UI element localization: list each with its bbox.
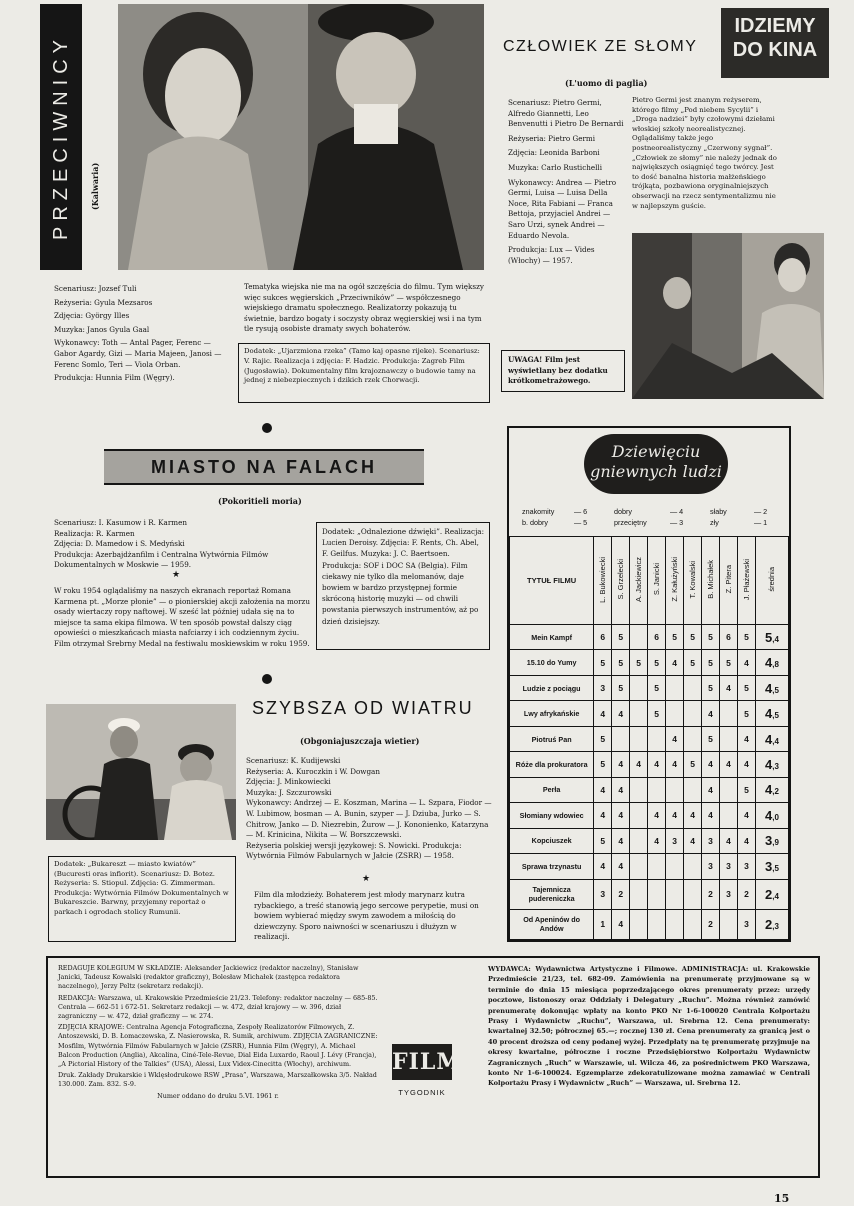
critic-header xyxy=(720,537,738,625)
legend-label: słaby xyxy=(710,507,727,516)
film-logo-sub: TYGODNIK xyxy=(398,1088,446,1097)
score-cell: 3 xyxy=(594,879,612,909)
editorial-line: REDAKCJA: Warszawa, ul. Krakowskie Przedmieście 21/23. Telefony: redaktor naczelny — 685-85. Centrala — 662-51 i 672-51. Sekretarz redakcji — w. 472, dział krajowy — w. 396, dział zagraniczny — w. 472, dział graficzny — w. 274. xyxy=(58,993,378,1021)
score-cell: 5 xyxy=(738,675,756,700)
table-row xyxy=(510,650,789,675)
czlowiek-description: Pietro Germi jest znanym reżyserem, którego filmy „Pod niebem Sycylii” i „Droga nadziei” były czołowymi dziełami włoskiej szkoły neorealistycznej. Oglądaliśmy także jego postneorealistyczny „Czerwony sygnał”. „Człowiek ze słomy” nie należy jednak do największych osiągnięć tego twórcy. Jest to dość banalna historia małżeńskiego trójkąta, pozbawiona oryginalniejszych obserwacji na rzecz sentymentalizmu nie w najlepszym guście. xyxy=(632,96,777,210)
editorial-line: ZDJĘCIA KRAJOWE: Centralna Agencja Fotograficzna, Zespoły Realizatorów Filmowych, Z. Antoszewski, D. B. Łomaczewska, Z. Nasierowska, R. Sumik, archiwum. ZDJĘCIA ZAGRANICZNE: Mosfilm, Wytwórnia Filmów Fabularnych w Jałcie (ZSRR), Hunnia Film (Węgry), A. Michael Balcon Production (Anglia), Akcalina, Ciné-Tele-Revue, Dial Eida Luxardo, Raoul J. Lévy (Francja), „A Pictorial History of the Talkies” (USA), Alessi, Lux Videx-Cinecitta (Włochy), archiwum. xyxy=(58,1023,378,1069)
score-cell: 4 xyxy=(738,752,756,777)
average-integer: 4 xyxy=(765,706,773,722)
score-cell: 4 xyxy=(594,777,612,802)
average-integer: 2 xyxy=(765,916,773,932)
average-decimal: ,0 xyxy=(772,812,779,822)
score-cell: 4 xyxy=(648,828,666,853)
score-cell: 6 xyxy=(594,625,612,650)
critic-header xyxy=(630,537,648,625)
credit-line: Wykonawcy: Toth — Antal Pager, Ferenc — Gabor Agardy, Gizi — Maria Majeen, Janosi — Ferenc Somlo, Teri — Viola Orban. xyxy=(54,338,222,369)
score-cell: 3 xyxy=(702,854,720,879)
przeciwnicy-description: Tematyka wiejska nie ma na ogół szczęścia do filmu. Tym większy więc sukces węgierskich „Przeciwników” — współczesnego wiejskiego dramatu społecznego. Realizatorzy pokazują tu świetnie, bardzo bogaty i soczysty obraz węgierskiej wsi i na tym tle rysują osobiste dramaty swych bohaterów. xyxy=(244,282,484,334)
score-cell: 4 xyxy=(666,752,684,777)
critic-name: S. Grzelecki xyxy=(616,559,626,600)
critic-name: S. Janicki xyxy=(652,563,662,596)
critic-name: Z. Pitera xyxy=(724,565,734,594)
score-cell: 4 xyxy=(738,726,756,751)
szybsza-original: (Obgoniajuszczaja wietier) xyxy=(300,736,420,746)
ratings-title xyxy=(584,434,728,494)
score-cell: 4 xyxy=(666,726,684,751)
star-divider: ★ xyxy=(172,570,181,580)
average-integer: 4 xyxy=(765,782,773,798)
score-cell xyxy=(648,777,666,802)
score-cell: 5 xyxy=(702,650,720,675)
average-integer: 4 xyxy=(765,655,773,671)
score-cell: 5 xyxy=(702,625,720,650)
score-cell: 4 xyxy=(720,675,738,700)
szybsza-addon: Dodatek: „Bukareszt — miasto kwiatów” (Bucuresti oras infiorit). Scenariusz: D. Botez. Reżyseria: S. Stiopul. Zdjęcia: G. Zimmerman. Produkcja: Wytwórnia Filmów Dokumentalnych w Bukareszcie. Barwny, przyjemny reportaż o parkach i ogrodach stolicy Rumunii. xyxy=(48,856,236,942)
szybsza-description: Film dla młodzieży. Bohaterem jest młody marynarz kutra rybackiego, a treść stanowią jego sercowe perypetie, musi on bowiem wybierać między swym zawodem a miłością do dziewczyny. Sporo naiwności w scenariuszu i dłużyzn w realizacji. xyxy=(254,890,479,942)
score-cell xyxy=(630,909,648,939)
table-row xyxy=(510,879,789,909)
score-cell: 4 xyxy=(684,803,702,828)
credit-line: Scenariusz: Jozsef Tuli xyxy=(54,284,137,293)
legend-label: przeciętny xyxy=(614,518,647,527)
footer-publisher: WYDAWCA: Wydawnictwa Artystyczne i Filmowe. ADMINISTRACJA: ul. Krakowskie Przedmieście 21/23, tel. 682-09. Zamówienia na prenumeratę przyjmowane są w terminie do dnia 15 miesiąca poprzedzającego okres prenumeraty przez: urzędy pocztowe, listonoszy oraz Oddziały i Delegatury „Ruchu”. Można również zamówić prenumeratę dokonując wpłaty na konto PKO Nr 1-6-100020 Centrala Kolportażu Prasy i Wydawnictw „Ruchu”, Warszawa, ul. Srebrna 12. Cena prenumeraty: kwartalnej 32.50; półrocznej 65.—; rocznej 130 zł. Cena prenumeraty za granicą jest o 40 procent droższa od ceny podanej wyżej. Przedpłaty na tę prenumeratę przyjmuje na okresy kwartalne, półroczne i roczne Przedsiębiorstwo Kolportażu Wydawnictw Zagranicznych „Ruch” w Warszawie, ul. Wilcza 46, za pośrednictwem PKO Warszawa, konto Nr 1-6-100024. Egzemplarze zdekoratulizowane można zamawiać w Centrali Kolportażu Prasy i Wydawnictw „Ruch” — Warszawa, ul. Srebrna 12. xyxy=(488,965,810,1088)
czlowiek-original: (L'uomo di paglia) xyxy=(565,78,648,88)
score-cell: 5 xyxy=(666,625,684,650)
average-decimal: ,5 xyxy=(772,685,779,695)
avg-header xyxy=(755,537,788,625)
score-cell: 5 xyxy=(702,675,720,700)
average-integer: 4 xyxy=(765,731,773,747)
score-cell xyxy=(720,726,738,751)
score-cell: 4 xyxy=(648,803,666,828)
score-cell: 5 xyxy=(594,650,612,675)
score-cell xyxy=(630,777,648,802)
score-cell: 4 xyxy=(666,803,684,828)
score-cell: 5 xyxy=(720,650,738,675)
score-cell xyxy=(648,726,666,751)
table-row xyxy=(510,701,789,726)
credit-line: Muzyka: J. Szczurowski xyxy=(246,787,332,797)
credit-line: Zdjęcia: György Illes xyxy=(54,311,130,321)
szybsza-title: SZYBSZA OD WIATRU xyxy=(252,698,474,718)
score-cell: 4 xyxy=(738,803,756,828)
average-cell xyxy=(755,777,788,802)
credit-line: Muzyka: Janos Gyula Gaal xyxy=(54,324,150,334)
score-cell: 1 xyxy=(594,909,612,939)
score-cell xyxy=(720,701,738,726)
credit-line: Reżyseria polskiej wersji językowej: S. Nowicki. Produkcja: Wytwórnia Filmów Fabularnych w Jałcie (ZSRR) — 1958. xyxy=(246,840,462,861)
film-title-cell: Od Apeninów do Andów xyxy=(510,909,594,939)
score-cell: 5 xyxy=(702,726,720,751)
legend-label: znakomity xyxy=(522,507,555,516)
average-integer: 3 xyxy=(765,833,773,849)
editorial-line: Numer oddano do druku 5.VI. 1961 r. xyxy=(157,1091,279,1100)
credit-line: Produkcja: Azerbajdżanfilm i Centralna Wytwórnia Filmów Dokumentalnych w Moskwie — 1959. xyxy=(54,549,269,570)
score-cell: 3 xyxy=(738,909,756,939)
ratings-table xyxy=(509,536,789,940)
average-decimal: ,4 xyxy=(772,891,779,901)
score-cell: 4 xyxy=(612,854,630,879)
critic-header xyxy=(666,537,684,625)
film-logo: FILM xyxy=(392,1044,452,1080)
score-cell: 6 xyxy=(720,625,738,650)
score-cell: 4 xyxy=(612,803,630,828)
score-cell xyxy=(666,675,684,700)
score-cell xyxy=(684,777,702,802)
table-row xyxy=(510,625,789,650)
score-cell: 4 xyxy=(666,650,684,675)
score-cell: 4 xyxy=(630,752,648,777)
critic-name: Z. Kałużyński xyxy=(670,557,680,602)
score-cell xyxy=(630,828,648,853)
sidebar-title: PRZECIWNICY xyxy=(50,34,72,240)
page-number: 15 xyxy=(774,1192,790,1205)
score-cell: 5 xyxy=(594,752,612,777)
critic-header xyxy=(684,537,702,625)
critic-header xyxy=(594,537,612,625)
film-title-cell: Ludzie z pociągu xyxy=(510,675,594,700)
score-cell xyxy=(684,701,702,726)
score-cell: 4 xyxy=(612,777,630,802)
score-cell xyxy=(630,803,648,828)
score-cell: 4 xyxy=(702,701,720,726)
average-decimal: ,3 xyxy=(772,761,779,771)
score-cell: 3 xyxy=(738,854,756,879)
film-col-header: TYTUŁ FILMU xyxy=(510,537,594,625)
ratings-title-line: gniewnych ludzi xyxy=(590,462,722,481)
score-cell xyxy=(684,879,702,909)
critic-header xyxy=(612,537,630,625)
score-cell: 4 xyxy=(612,701,630,726)
score-cell xyxy=(648,879,666,909)
legend-value: — 4 xyxy=(670,507,684,516)
table-row xyxy=(510,803,789,828)
credit-line: Produkcja: Lux — Vides (Włochy) — 1957. xyxy=(508,245,595,265)
average-cell xyxy=(755,803,788,828)
przeciwnicy-credits xyxy=(54,284,234,384)
critic-header xyxy=(648,537,666,625)
czlowiek-title: CZŁOWIEK ZE SŁOMY xyxy=(503,38,698,55)
score-cell: 4 xyxy=(594,854,612,879)
credit-line: Produkcja: Hunnia Film (Węgry). xyxy=(54,373,175,383)
score-cell: 3 xyxy=(720,879,738,909)
credit-line: Reżyseria: A. Kuroczkin i W. Dowgan xyxy=(246,766,380,776)
table-row xyxy=(510,777,789,802)
film-title-cell: Tajemnicza pudereniczka xyxy=(510,879,594,909)
credit-line: Reżyseria: Gyula Mezsaros xyxy=(54,297,153,307)
average-cell xyxy=(755,675,788,700)
score-cell xyxy=(684,909,702,939)
legend-row xyxy=(522,517,784,528)
average-decimal: ,5 xyxy=(772,711,779,721)
critic-name: L. Bukowiecki xyxy=(598,556,608,603)
bullet xyxy=(262,423,272,433)
score-cell: 5 xyxy=(648,701,666,726)
miasto-credits xyxy=(54,518,310,571)
photo-przeciwnicy xyxy=(118,4,484,270)
film-title-cell: Perła xyxy=(510,777,594,802)
score-cell: 4 xyxy=(702,777,720,802)
miasto-original: (Pokoritieli moria) xyxy=(218,496,302,506)
przeciwnicy-addon: Dodatek: „Ujarzmiona rzeka” (Tamo kaj opasne rijeke). Scenariusz: V. Rajic. Realizacja i zdjęcia: F. Hadzic. Produkcja: Zagreb Film (Jugosławia). Dokumentalny film krajoznawczy o budowie tamy na jednej z niebezpiecznych i dzikich rzek Chorwacji. xyxy=(238,343,490,403)
credit-line: Scenariusz: K. Kudijewski xyxy=(246,756,341,765)
critic-name: A. Jackiewicz xyxy=(634,556,644,602)
score-cell xyxy=(684,854,702,879)
average-cell xyxy=(755,909,788,939)
badge-line: DO KINA xyxy=(732,39,818,61)
table-row xyxy=(510,854,789,879)
average-cell xyxy=(755,701,788,726)
film-title-cell: Słomiany wdowiec xyxy=(510,803,594,828)
critic-header xyxy=(738,537,756,625)
credit-line: Realizacja: R. Karmen xyxy=(54,528,135,538)
score-cell xyxy=(666,879,684,909)
score-cell: 5 xyxy=(594,726,612,751)
score-cell xyxy=(720,909,738,939)
score-cell: 2 xyxy=(612,879,630,909)
score-cell: 2 xyxy=(738,879,756,909)
credit-line: Wykonawcy: Andrea — Pietro Germi, Luisa — Luisa Della Noce, Rita Fabiani — Franca Bettoja, przyjaciel Andrei — Saro Urzi, synek Andrei — Eduardo Nevola. xyxy=(508,177,617,240)
ratings-header-row xyxy=(510,537,789,625)
ratings-table-wrap xyxy=(509,536,789,940)
score-cell xyxy=(666,701,684,726)
editorial-line: REDAGUJE KOLEGIUM W SKŁADZIE: Aleksander Jackiewicz (redaktor naczelny), Stanisław Janicki, Tadeusz Kowalski (redaktor graficzny), Bolesław Michałek (zastępca redaktora naczelnego), Jerzy Peltz (sekretarz redakcji). xyxy=(58,964,359,991)
critic-name: T. Kowalski xyxy=(688,560,698,599)
score-cell xyxy=(648,854,666,879)
score-cell: 5 xyxy=(612,625,630,650)
legend-row xyxy=(522,506,784,517)
score-cell xyxy=(630,854,648,879)
score-cell: 5 xyxy=(738,777,756,802)
average-cell xyxy=(755,879,788,909)
score-cell: 3 xyxy=(702,828,720,853)
szybsza-credits xyxy=(246,756,492,862)
score-cell: 6 xyxy=(648,625,666,650)
average-cell xyxy=(755,828,788,853)
table-row xyxy=(510,752,789,777)
score-cell xyxy=(666,777,684,802)
legend-value: — 5 xyxy=(574,518,588,527)
idziemy-badge xyxy=(721,8,829,78)
table-row xyxy=(510,675,789,700)
score-cell: 2 xyxy=(702,909,720,939)
critic-name: J. Płażewski xyxy=(741,558,751,601)
score-cell: 4 xyxy=(612,909,630,939)
score-cell: 2 xyxy=(702,879,720,909)
score-cell: 4 xyxy=(702,752,720,777)
average-integer: 3 xyxy=(765,858,773,874)
czlowiek-credits xyxy=(508,98,626,266)
score-cell xyxy=(720,803,738,828)
score-cell: 4 xyxy=(612,828,630,853)
average-integer: 4 xyxy=(765,680,773,696)
score-cell xyxy=(684,726,702,751)
score-cell: 5 xyxy=(612,650,630,675)
score-cell: 5 xyxy=(738,701,756,726)
critic-name: B. Michałek xyxy=(706,560,716,599)
legend-value: — 1 xyxy=(754,518,768,527)
score-cell: 5 xyxy=(594,828,612,853)
credit-line: Wykonawcy: Andrzej — E. Koszman, Marina — L. Szpara, Fiodor — W. Lubimow, bosman — A. Bunin, szyper — J. Dziuba, Jurko — S. Chitrow, Janko — D. Niezrebin, Żurow — J. Kononienko, Katarzyna — M. Krinicina, Nikita — W. Borszczewski. xyxy=(246,798,492,840)
score-cell xyxy=(630,625,648,650)
score-cell: 4 xyxy=(738,828,756,853)
average-decimal: ,5 xyxy=(772,863,779,873)
average-decimal: ,2 xyxy=(772,787,779,797)
star-divider: ★ xyxy=(362,874,371,884)
film-title-cell: Lwy afrykańskie xyxy=(510,701,594,726)
average-cell xyxy=(755,650,788,675)
credit-line: Reżyseria: Pietro Germi xyxy=(508,133,596,143)
miasto-description: W roku 1954 oglądaliśmy na naszych ekranach reportaż Romana Karmena pt. „Morze płonie” — o pionierskiej akcji założenia na morzu osady wiertaczy ropy naftowej. W sześć lat później udała się na to miejsce ta sama ekipa filmowa. W ten sposób powstał dalszy ciąg opowieści o mieszkańcach miasta nafciarzy i ich codziennym życiu. Film otrzymał Srebrny Medal na festiwalu moskiewskim w roku 1959. xyxy=(54,586,310,648)
footer-editorial xyxy=(58,964,378,1101)
score-cell: 5 xyxy=(648,675,666,700)
score-cell: 5 xyxy=(612,675,630,700)
czlowiek-notice: UWAGA! Film jest wyświetlany bez dodatku krótkometrażowego. xyxy=(501,350,625,392)
score-cell: 4 xyxy=(684,828,702,853)
badge-line: IDZIEMY xyxy=(734,15,816,37)
table-row xyxy=(510,909,789,939)
score-cell: 4 xyxy=(612,752,630,777)
credit-line: Zdjęcia: J. Minkowiecki xyxy=(246,777,331,787)
score-cell xyxy=(684,675,702,700)
average-decimal: ,3 xyxy=(772,921,779,931)
score-cell xyxy=(720,777,738,802)
average-integer: 4 xyxy=(765,807,773,823)
avg-header-label: średnia xyxy=(767,567,777,592)
average-integer: 4 xyxy=(765,756,773,772)
average-integer: 2 xyxy=(765,886,773,902)
film-title-cell: Sprawa trzynastu xyxy=(510,854,594,879)
average-cell xyxy=(755,752,788,777)
film-title-cell: Róże dla prokuratora xyxy=(510,752,594,777)
legend-label: zły xyxy=(710,518,719,527)
score-cell: 4 xyxy=(648,752,666,777)
photo-czlowiek xyxy=(632,233,824,399)
score-cell: 3 xyxy=(720,854,738,879)
legend-label: dobry xyxy=(614,507,632,516)
credit-line: Scenariusz: Pietro Germi, Alfredo Giannetti, Leo Benvenutti i Pietro De Bernardi xyxy=(508,98,624,129)
legend-value: — 3 xyxy=(670,518,684,527)
score-cell: 3 xyxy=(594,675,612,700)
score-cell: 4 xyxy=(594,803,612,828)
film-title-cell: Piotruś Pan xyxy=(510,726,594,751)
average-integer: 5 xyxy=(765,629,773,645)
score-cell: 4 xyxy=(720,752,738,777)
score-cell: 5 xyxy=(684,752,702,777)
average-cell xyxy=(755,726,788,751)
score-cell xyxy=(666,854,684,879)
average-cell xyxy=(755,854,788,879)
score-cell: 5 xyxy=(684,625,702,650)
score-cell: 4 xyxy=(738,650,756,675)
score-cell xyxy=(630,675,648,700)
miasto-addon: Dodatek: „Odnalezione dźwięki”. Realizacja: Lucien Deroisy. Zdjęcia: F. Rents, Ch. Abel, F. Geilfus. Muzyka: J. C. Baertsoen. Produkcja: SOF i DOC SA (Belgia). Film ciekawy nie tylko dla melomanów, daje bowiem w bardzo przystępnej formie skróconą historię muzyki — od chwili powstania pierwszych instrumentów, aż po dzień dzisiejszy. xyxy=(316,522,490,650)
average-decimal: ,4 xyxy=(772,736,779,746)
critic-header xyxy=(702,537,720,625)
score-cell xyxy=(630,879,648,909)
average-decimal: ,8 xyxy=(772,660,779,670)
photo-szybsza xyxy=(46,704,236,840)
legend-value: — 2 xyxy=(754,507,768,516)
average-decimal: ,9 xyxy=(772,838,779,848)
editorial-line: Druk. Zakłady Drukarskie i Wklęsłodrukowe RSW „Prasa”, Warszawa, Marszałkowska 3/5. Nakład 130.000. Zam. 832. S-9. xyxy=(58,1071,377,1089)
film-title-cell: Kopciuszek xyxy=(510,828,594,853)
score-cell: 4 xyxy=(720,828,738,853)
miasto-title: MIASTO NA FALACH xyxy=(151,457,377,477)
score-cell: 5 xyxy=(738,625,756,650)
credit-line: Muzyka: Carlo Rustichelli xyxy=(508,162,603,172)
score-cell: 4 xyxy=(594,701,612,726)
film-title-cell: 15.10 do Yumy xyxy=(510,650,594,675)
credit-line: Scenariusz: I. Kasumow i R. Karmen xyxy=(54,518,187,527)
legend-label: b. dobry xyxy=(522,518,548,527)
sidebar-subtitle: (Kalwaria) xyxy=(90,162,100,210)
score-cell xyxy=(666,909,684,939)
score-cell xyxy=(630,701,648,726)
bullet xyxy=(262,674,272,684)
film-title-cell: Mein Kampf xyxy=(510,625,594,650)
score-cell xyxy=(630,726,648,751)
average-cell xyxy=(755,625,788,650)
table-row xyxy=(510,726,789,751)
score-cell: 5 xyxy=(630,650,648,675)
credit-line: Zdjęcia: Leonida Barboni xyxy=(508,148,600,158)
legend-value: — 6 xyxy=(574,507,588,516)
table-row xyxy=(510,828,789,853)
score-cell: 3 xyxy=(666,828,684,853)
score-cell: 4 xyxy=(702,803,720,828)
score-cell xyxy=(648,909,666,939)
credit-line: Zdjęcia: D. Mamedow i S. Medyński xyxy=(54,539,185,549)
score-cell: 5 xyxy=(684,650,702,675)
score-cell xyxy=(612,726,630,751)
ratings-legend xyxy=(522,506,784,528)
average-decimal: ,4 xyxy=(772,634,779,644)
score-cell: 5 xyxy=(648,650,666,675)
ratings-title-line: Dziewięciu xyxy=(611,442,701,461)
